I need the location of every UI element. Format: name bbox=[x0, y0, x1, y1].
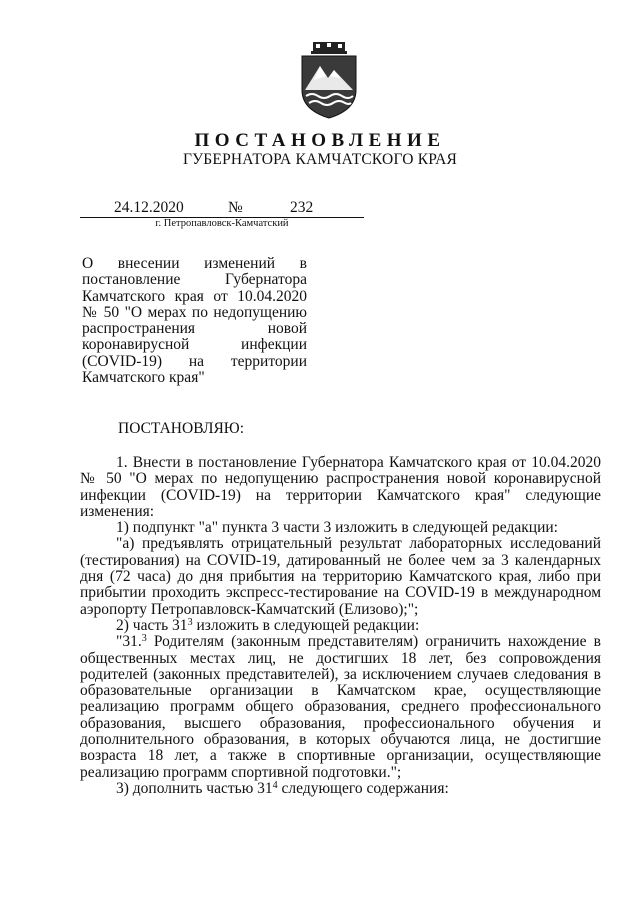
subject-line: Камчатского края от 10.04.2020 bbox=[82, 287, 307, 305]
paragraph bbox=[80, 634, 601, 781]
number-sign: № bbox=[228, 199, 243, 216]
paragraph: "а) предъявлять отрицательный результат лабораторных исследований (тестирования) на COVID-19, датированный не более чем за 3 календарных дня (72 часа) до дня прибытия на территорию Камчатского края, либо при прибытии проходить экспресс-тестирование на COVID-19 в международном аэропорту Петропавловск-Камчатский (Елизово);"; bbox=[80, 535, 601, 618]
document-date: 24.12.2020 bbox=[114, 199, 184, 216]
paragraph-text: 2) часть 31 bbox=[116, 616, 188, 634]
subject-line: Камчатского края" bbox=[82, 369, 205, 387]
registration-line bbox=[80, 199, 364, 218]
kamchatka-coat-of-arms-emblem bbox=[296, 40, 362, 120]
subject-line: распространения новой bbox=[82, 320, 307, 338]
paragraph bbox=[80, 618, 601, 634]
document-title: ПОСТАНОВЛЕНИЕ bbox=[194, 130, 446, 151]
document-subject bbox=[82, 256, 307, 386]
paragraph: 1) подпункт "а" пункта 3 части 3 изложить в следующей редакции: bbox=[116, 519, 558, 537]
subject-line: О внесении изменений в bbox=[82, 255, 307, 272]
subject-line: коронавирусной инфекции bbox=[82, 336, 307, 354]
paragraph-text: Родителям (законным представителям) ограничить нахождение в общественных местах лиц, не достигших 18 лет, без сопровождения родителей (законных представителей), за исключением случаев следования в образовательные организации в Камчатском крае, осуществляющие реализацию программ общего образования, среднего профессионального образования, высшего образования, профессионального обучения и дополнительного образования, в которых обучаются лица, не достигшие возраста 18 лет, а также в спортивные организации, осуществляющие реализацию программ спортивной подготовки."; bbox=[80, 633, 601, 781]
superscript: 3 bbox=[141, 633, 147, 645]
document-number: 232 bbox=[290, 199, 314, 216]
document-body bbox=[80, 455, 601, 797]
paragraph-text: 3) дополнить частью 31 bbox=[116, 779, 273, 797]
paragraph-text: следующего содержания: bbox=[277, 779, 449, 797]
paragraph-text: изложить в следующей редакции: bbox=[192, 616, 420, 634]
decree-heading: ПОСТАНОВЛЯЮ: bbox=[118, 420, 245, 437]
subject-line: постановление Губернатора bbox=[82, 271, 307, 289]
subject-line: № 50 "О мерах по недопущению bbox=[82, 303, 307, 321]
subject-line: (COVID-19) на территории bbox=[82, 352, 307, 370]
paragraph-text: "31. bbox=[116, 633, 142, 651]
superscript: 3 bbox=[187, 616, 193, 628]
paragraph bbox=[80, 781, 601, 797]
paragraph: 1. Внести в постановление Губернатора Камчатского края от 10.04.2020 № 50 "О мерах по недопущению распространения новой коронавирусной инфекции (COVID-19) на территории Камчатского края" следующие изменения: bbox=[80, 454, 601, 520]
document-subtitle: ГУБЕРНАТОРА КАМЧАТСКОГО КРАЯ bbox=[182, 151, 458, 168]
document-city: г. Петропавловск-Камчатский bbox=[155, 218, 289, 229]
superscript: 4 bbox=[272, 779, 278, 791]
